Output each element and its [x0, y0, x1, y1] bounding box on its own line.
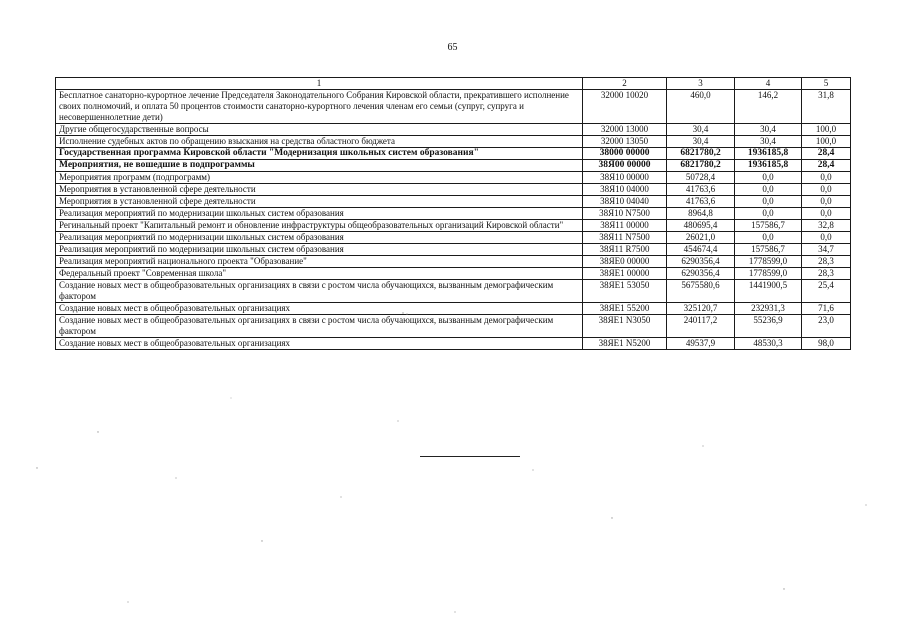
row-name: Мероприятия, не вошедшие в подпрограммы — [56, 160, 583, 172]
row-fact-value: 0,0 — [735, 184, 802, 196]
row-code: 32000 10020 — [583, 90, 667, 124]
row-code: 38Я10 00000 — [583, 172, 667, 184]
row-plan-value: 30,4 — [667, 136, 735, 148]
row-name: Мероприятия в установленной сфере деятельности — [56, 184, 583, 196]
row-percent: 0,0 — [802, 172, 851, 184]
row-plan-value: 5675580,6 — [667, 280, 735, 303]
budget-table-container — [55, 77, 850, 350]
header-col-3: 3 — [667, 78, 735, 90]
row-percent: 32,8 — [802, 220, 851, 232]
row-plan-value: 240117,2 — [667, 315, 735, 338]
row-percent: 25,4 — [802, 280, 851, 303]
row-percent: 100,0 — [802, 136, 851, 148]
row-percent: 71,6 — [802, 303, 851, 315]
row-percent: 0,0 — [802, 232, 851, 244]
table-row — [56, 338, 851, 350]
row-plan-value: 6821780,2 — [667, 160, 735, 172]
row-name: Реализация мероприятий по модернизации школьных систем образования — [56, 208, 583, 220]
table-row — [56, 160, 851, 172]
row-code: 38Я10 04000 — [583, 184, 667, 196]
row-plan-value: 41763,6 — [667, 196, 735, 208]
row-name: Регинальный проект "Капитальный ремонт и обновление инфраструктуры общеобразовательных организаций Кировской области" — [56, 220, 583, 232]
row-fact-value: 146,2 — [735, 90, 802, 124]
table-row — [56, 90, 851, 124]
row-fact-value: 0,0 — [735, 208, 802, 220]
table-row — [56, 196, 851, 208]
row-fact-value: 1441900,5 — [735, 280, 802, 303]
row-code: 38Я10 N7500 — [583, 208, 667, 220]
row-name: Создание новых мест в общеобразовательных организациях — [56, 303, 583, 315]
row-code: 38Я10 04040 — [583, 196, 667, 208]
row-fact-value: 1778599,0 — [735, 268, 802, 280]
row-name: Мероприятия в установленной сфере деятельности — [56, 196, 583, 208]
row-code: 32000 13000 — [583, 124, 667, 136]
row-name: Реализация мероприятий национального проекта "Образование" — [56, 256, 583, 268]
row-code: 38ЯЕ1 N5200 — [583, 338, 667, 350]
table-row — [56, 268, 851, 280]
row-fact-value: 0,0 — [735, 196, 802, 208]
row-fact-value: 0,0 — [735, 172, 802, 184]
row-code: 38ЯЕ0 00000 — [583, 256, 667, 268]
table-row — [56, 220, 851, 232]
row-code: 38Я11 00000 — [583, 220, 667, 232]
row-percent: 0,0 — [802, 196, 851, 208]
row-name: Бесплатное санаторно-курортное лечение Председателя Законодательного Собрания Кировской области, прекратившего исполнение своих полномочий, и оплата 50 процентов стоимости санаторно-курортного лечения членам его семьи (супруг, супруга и несовершеннолетние дети) — [56, 90, 583, 124]
table-row — [56, 136, 851, 148]
table-body — [56, 90, 851, 350]
table-row — [56, 184, 851, 196]
header-col-2: 2 — [583, 78, 667, 90]
row-name: Мероприятия программ (подпрограмм) — [56, 172, 583, 184]
row-plan-value: 6290356,4 — [667, 256, 735, 268]
row-code: 38ЯЕ1 N3050 — [583, 315, 667, 338]
row-code: 32000 13050 — [583, 136, 667, 148]
budget-table — [55, 77, 851, 350]
footer-divider — [420, 456, 520, 457]
row-name: Федеральный проект "Современная школа" — [56, 268, 583, 280]
row-percent: 23,0 — [802, 315, 851, 338]
row-fact-value: 157586,7 — [735, 244, 802, 256]
row-percent: 0,0 — [802, 208, 851, 220]
table-row — [56, 232, 851, 244]
row-plan-value: 480695,4 — [667, 220, 735, 232]
table-row — [56, 148, 851, 160]
row-code: 38ЯЕ1 53050 — [583, 280, 667, 303]
row-code: 38Я00 00000 — [583, 160, 667, 172]
row-plan-value: 49537,9 — [667, 338, 735, 350]
row-name: Реализация мероприятий по модернизации школьных систем образования — [56, 232, 583, 244]
row-percent: 0,0 — [802, 184, 851, 196]
row-name: Реализация мероприятий по модернизации школьных систем образования — [56, 244, 583, 256]
row-name: Исполнение судебных актов по обращению взыскания на средства областного бюджета — [56, 136, 583, 148]
row-plan-value: 41763,6 — [667, 184, 735, 196]
row-plan-value: 6821780,2 — [667, 148, 735, 160]
row-percent: 34,7 — [802, 244, 851, 256]
row-code: 38ЯЕ1 55200 — [583, 303, 667, 315]
table-row — [56, 256, 851, 268]
header-col-4: 4 — [735, 78, 802, 90]
table-row — [56, 208, 851, 220]
row-percent: 31,8 — [802, 90, 851, 124]
row-fact-value: 1936185,8 — [735, 148, 802, 160]
table-row — [56, 280, 851, 303]
table-row — [56, 315, 851, 338]
row-code: 38Я11 R7500 — [583, 244, 667, 256]
row-plan-value: 8964,8 — [667, 208, 735, 220]
table-header — [56, 78, 851, 90]
page-number: 65 — [447, 42, 458, 53]
row-percent: 100,0 — [802, 124, 851, 136]
row-fact-value: 30,4 — [735, 136, 802, 148]
table-row — [56, 172, 851, 184]
header-col-1: 1 — [56, 78, 583, 90]
row-fact-value: 1778599,0 — [735, 256, 802, 268]
header-row — [56, 78, 851, 90]
table-row — [56, 124, 851, 136]
row-plan-value: 30,4 — [667, 124, 735, 136]
table-row — [56, 244, 851, 256]
row-percent: 98,0 — [802, 338, 851, 350]
row-plan-value: 50728,4 — [667, 172, 735, 184]
row-fact-value: 0,0 — [735, 232, 802, 244]
row-percent: 28,4 — [802, 148, 851, 160]
row-plan-value: 454674,4 — [667, 244, 735, 256]
row-fact-value: 55236,9 — [735, 315, 802, 338]
row-name: Создание новых мест в общеобразовательных организациях в связи с ростом числа обучающихся, вызванным демографическим фактором — [56, 315, 583, 338]
row-fact-value: 1936185,8 — [735, 160, 802, 172]
row-plan-value: 325120,7 — [667, 303, 735, 315]
row-fact-value: 157586,7 — [735, 220, 802, 232]
row-fact-value: 30,4 — [735, 124, 802, 136]
row-plan-value: 6290356,4 — [667, 268, 735, 280]
row-name: Государственная программа Кировской области "Модернизация школьных систем образования" — [56, 148, 583, 160]
row-plan-value: 460,0 — [667, 90, 735, 124]
row-name: Создание новых мест в общеобразовательных организациях — [56, 338, 583, 350]
row-name: Создание новых мест в общеобразовательных организациях в связи с ростом числа обучающихся, вызванным демографическим фактором — [56, 280, 583, 303]
row-code: 38000 00000 — [583, 148, 667, 160]
row-fact-value: 232931,3 — [735, 303, 802, 315]
row-code: 38Я11 N7500 — [583, 232, 667, 244]
row-name: Другие общегосударственные вопросы — [56, 124, 583, 136]
row-plan-value: 26021,0 — [667, 232, 735, 244]
row-percent: 28,4 — [802, 160, 851, 172]
row-percent: 28,3 — [802, 268, 851, 280]
header-col-5: 5 — [802, 78, 851, 90]
row-fact-value: 48530,3 — [735, 338, 802, 350]
table-row — [56, 303, 851, 315]
row-percent: 28,3 — [802, 256, 851, 268]
row-code: 38ЯЕ1 00000 — [583, 268, 667, 280]
